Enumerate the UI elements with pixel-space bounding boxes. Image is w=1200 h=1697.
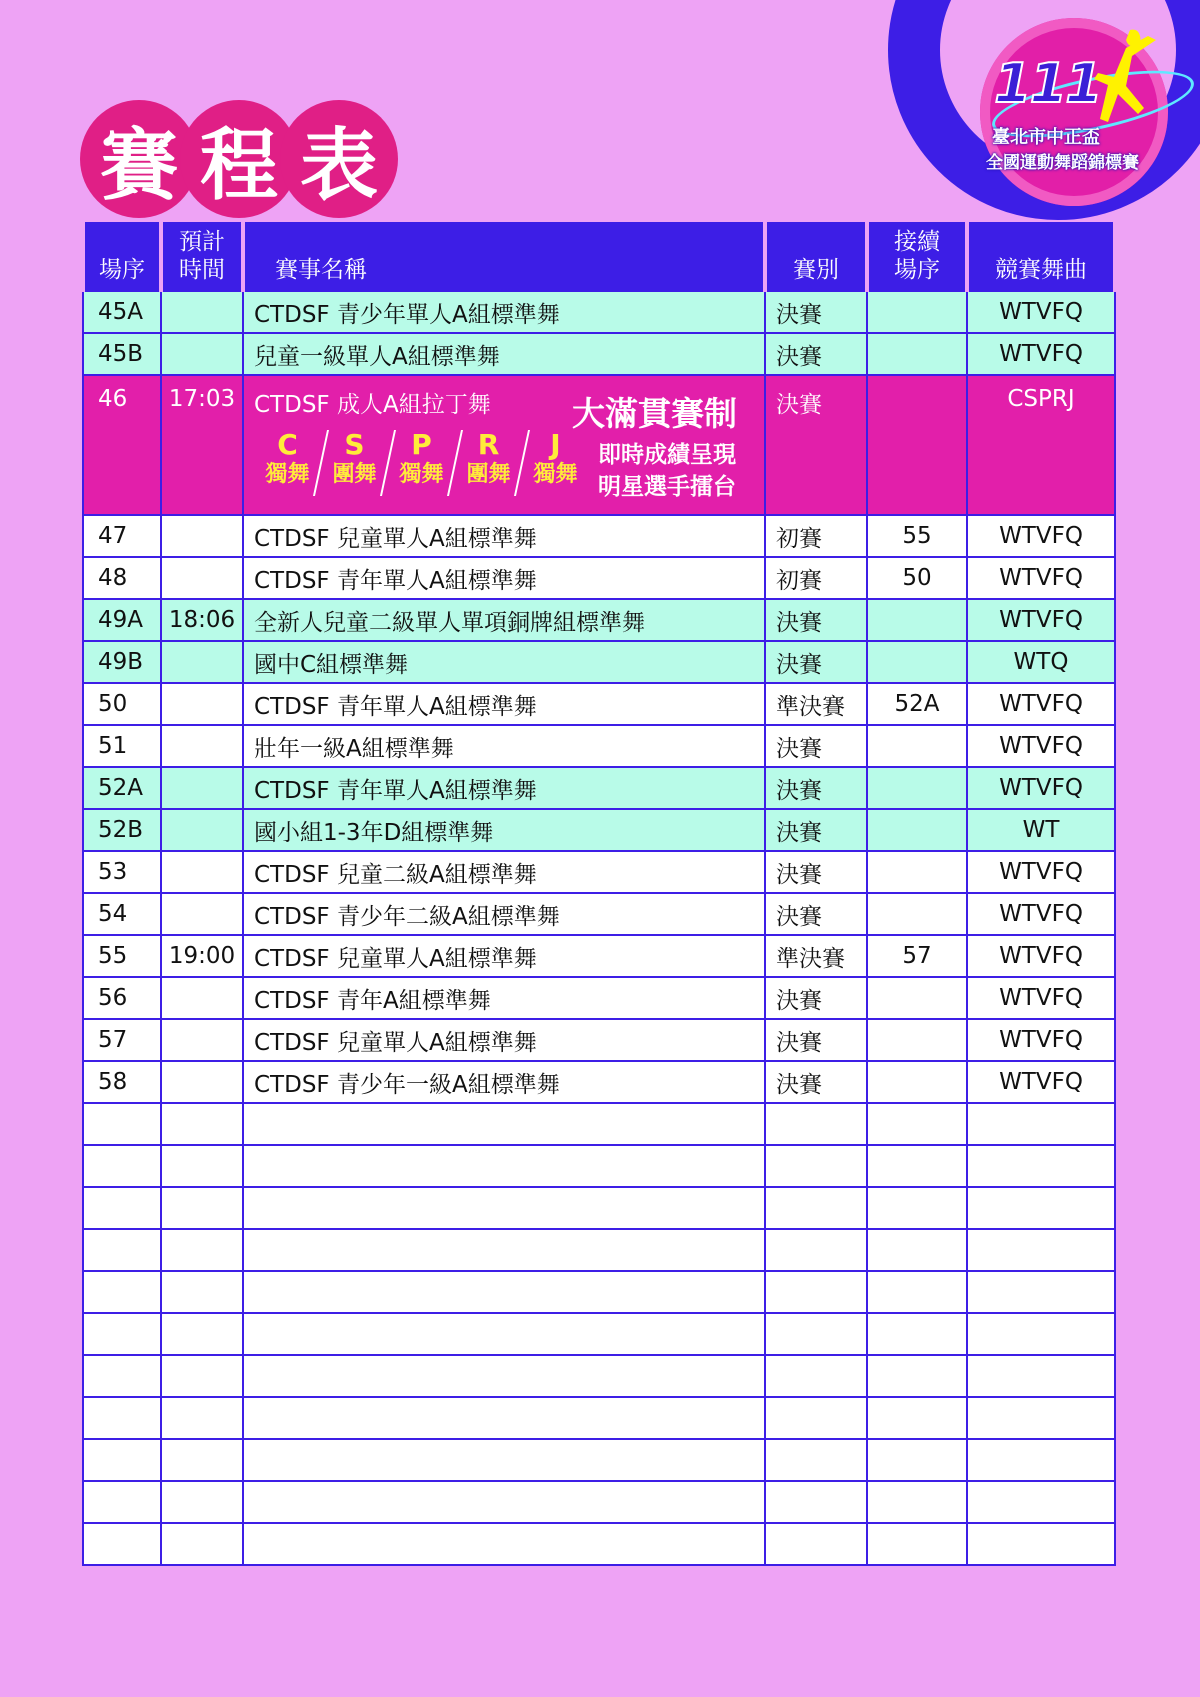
cell-no: 53 <box>83 851 161 893</box>
cell-time <box>161 1523 243 1565</box>
cell-name <box>243 1313 765 1355</box>
cell-next <box>867 599 967 641</box>
cell-type <box>765 1229 867 1271</box>
cell-no: 45B <box>83 333 161 375</box>
cell-type <box>765 1103 867 1145</box>
cell-no <box>83 1523 161 1565</box>
cell-name: CTDSF 兒童單人A組標準舞 <box>243 1019 765 1061</box>
cell-type: 決賽 <box>765 1019 867 1061</box>
cell-dance: WTVFQ <box>967 599 1115 641</box>
cell-type <box>765 1187 867 1229</box>
cell-next <box>867 809 967 851</box>
cell-name: CTDSF 青少年一級A組標準舞 <box>243 1061 765 1103</box>
table-row <box>83 1061 1115 1103</box>
cell-dance: WTVFQ <box>967 1061 1115 1103</box>
cell-type: 決賽 <box>765 599 867 641</box>
dance-label: 團舞 <box>332 462 377 487</box>
cell-dance: CSPRJ <box>967 375 1115 515</box>
cell-next <box>867 767 967 809</box>
cell-next <box>867 291 967 333</box>
cell-no: 58 <box>83 1061 161 1103</box>
cell-time <box>161 1313 243 1355</box>
cell-time <box>161 1061 243 1103</box>
cell-next <box>867 893 967 935</box>
cell-type: 決賽 <box>765 809 867 851</box>
cell-type: 準決賽 <box>765 683 867 725</box>
cell-next <box>867 1229 967 1271</box>
cell-next <box>867 977 967 1019</box>
cell-name <box>243 1187 765 1229</box>
cell-time <box>161 977 243 1019</box>
dance-letter: S <box>344 428 365 461</box>
cell-no: 49B <box>83 641 161 683</box>
cell-type <box>765 1145 867 1187</box>
table-row <box>83 557 1115 599</box>
cell-dance <box>967 1313 1115 1355</box>
cell-next <box>867 1523 967 1565</box>
table-row <box>83 1481 1115 1523</box>
dance-letter: C <box>277 428 298 461</box>
cell-no: 52A <box>83 767 161 809</box>
cell-type: 決賽 <box>765 291 867 333</box>
cell-name: CTDSF 兒童單人A組標準舞 <box>243 935 765 977</box>
header-type: 賽別 <box>765 222 867 291</box>
table-row <box>83 1523 1115 1565</box>
table-row <box>83 725 1115 767</box>
table-row <box>83 641 1115 683</box>
cell-next <box>867 1355 967 1397</box>
cell-no <box>83 1355 161 1397</box>
cell-next <box>867 1103 967 1145</box>
cell-no: 46 <box>83 375 161 515</box>
cell-time <box>161 1229 243 1271</box>
dance-item <box>522 430 589 496</box>
cell-no <box>83 1439 161 1481</box>
cell-name: 壯年一級A組標準舞 <box>243 725 765 767</box>
cell-next: 50 <box>867 557 967 599</box>
cell-next <box>867 851 967 893</box>
cell-dance <box>967 1355 1115 1397</box>
cell-time <box>161 1103 243 1145</box>
cell-name: CTDSF 青年單人A組標準舞 <box>243 767 765 809</box>
cell-dance <box>967 1439 1115 1481</box>
cell-no <box>83 1397 161 1439</box>
cell-type: 初賽 <box>765 515 867 557</box>
cell-time: 17:03 <box>161 375 243 515</box>
cell-name: 兒童一級單人A組標準舞 <box>243 333 765 375</box>
cell-next <box>867 1397 967 1439</box>
cell-time <box>161 1397 243 1439</box>
cell-name: CTDSF 青年A組標準舞 <box>243 977 765 1019</box>
cell-name <box>243 1271 765 1313</box>
cell-next <box>867 1061 967 1103</box>
header-dance: 競賽舞曲 <box>967 222 1115 291</box>
cell-type: 決賽 <box>765 851 867 893</box>
dance-label: 獨舞 <box>399 462 444 487</box>
cell-type: 決賽 <box>765 893 867 935</box>
table-row <box>83 1313 1115 1355</box>
cell-next <box>867 1019 967 1061</box>
title-char: 表 <box>280 100 398 218</box>
cell-dance: WTVFQ <box>967 851 1115 893</box>
cell-no: 50 <box>83 683 161 725</box>
cell-dance: WTVFQ <box>967 333 1115 375</box>
table-row <box>83 1187 1115 1229</box>
cell-next <box>867 1271 967 1313</box>
cell-name <box>243 1481 765 1523</box>
cell-dance <box>967 1145 1115 1187</box>
featured-event-name: CTDSF 成人A組拉丁舞 <box>254 392 491 418</box>
cell-no: 51 <box>83 725 161 767</box>
cell-type <box>765 1439 867 1481</box>
table-row <box>83 1103 1115 1145</box>
cell-type: 決賽 <box>765 725 867 767</box>
cell-time <box>161 1019 243 1061</box>
cell-time <box>161 641 243 683</box>
cell-no <box>83 1145 161 1187</box>
featured-note-1: 即時成績呈現 <box>598 442 736 468</box>
cell-next <box>867 333 967 375</box>
cell-dance: WT <box>967 809 1115 851</box>
cell-type: 決賽 <box>765 333 867 375</box>
cell-name: CTDSF 青年單人A組標準舞 <box>243 557 765 599</box>
cell-time <box>161 851 243 893</box>
header-no: 場序 <box>83 222 161 291</box>
cell-time <box>161 1145 243 1187</box>
header-name: 賽事名稱 <box>243 222 765 291</box>
cell-time <box>161 683 243 725</box>
cell-next <box>867 641 967 683</box>
table-row <box>83 1439 1115 1481</box>
table-row <box>83 1229 1115 1271</box>
cell-name <box>243 1103 765 1145</box>
cell-next: 55 <box>867 515 967 557</box>
logo-line-1: 臺北市中正盃 <box>992 127 1100 148</box>
cell-no: 47 <box>83 515 161 557</box>
cell-dance: WTVFQ <box>967 893 1115 935</box>
dance-label: 獨舞 <box>265 462 310 487</box>
cell-dance: WTVFQ <box>967 935 1115 977</box>
cell-no <box>83 1187 161 1229</box>
table-row <box>83 1019 1115 1061</box>
cell-no <box>83 1103 161 1145</box>
cell-name: 國小組1-3年D組標準舞 <box>243 809 765 851</box>
schedule-table <box>81 222 1117 1566</box>
table-header-row <box>83 222 1115 291</box>
cell-name: CTDSF 青年單人A組標準舞 <box>243 683 765 725</box>
cell-dance <box>967 1271 1115 1313</box>
cell-dance: WTVFQ <box>967 767 1115 809</box>
table-row <box>83 1397 1115 1439</box>
dance-list <box>254 430 589 496</box>
cell-dance <box>967 1187 1115 1229</box>
header-next: 接續 場序 <box>867 222 967 291</box>
cell-type <box>765 1355 867 1397</box>
table-row <box>83 977 1115 1019</box>
cell-no <box>83 1271 161 1313</box>
cell-no: 45A <box>83 291 161 333</box>
cell-type: 決賽 <box>765 767 867 809</box>
title-char: 賽 <box>80 100 198 218</box>
cell-time <box>161 333 243 375</box>
cell-time <box>161 893 243 935</box>
dance-item <box>254 430 321 496</box>
cell-type: 決賽 <box>765 1061 867 1103</box>
cell-time <box>161 515 243 557</box>
cell-no: 56 <box>83 977 161 1019</box>
cell-dance <box>967 1481 1115 1523</box>
cell-no <box>83 1229 161 1271</box>
cell-dance <box>967 1523 1115 1565</box>
featured-note-2: 明星選手擂台 <box>598 474 736 500</box>
dance-item <box>388 430 455 496</box>
cell-name: CTDSF 兒童二級A組標準舞 <box>243 851 765 893</box>
cell-no: 49A <box>83 599 161 641</box>
cell-next <box>867 1187 967 1229</box>
table-row <box>83 515 1115 557</box>
logo-line-2: 全國運動舞蹈錦標賽 <box>986 153 1139 173</box>
cell-next <box>867 1145 967 1187</box>
cell-next <box>867 1439 967 1481</box>
cell-type: 準決賽 <box>765 935 867 977</box>
cell-time <box>161 725 243 767</box>
cell-time <box>161 1481 243 1523</box>
header-time: 預計 時間 <box>161 222 243 291</box>
featured-row <box>83 375 1115 515</box>
dance-label: 獨舞 <box>533 462 578 487</box>
cell-dance: WTVFQ <box>967 291 1115 333</box>
table-row <box>83 1271 1115 1313</box>
dance-item <box>455 430 522 496</box>
cell-time: 18:06 <box>161 599 243 641</box>
cell-no: 57 <box>83 1019 161 1061</box>
table-row <box>83 599 1115 641</box>
cell-dance: WTVFQ <box>967 725 1115 767</box>
table-row <box>83 767 1115 809</box>
cell-next <box>867 1313 967 1355</box>
cell-next <box>867 1481 967 1523</box>
cell-next <box>867 725 967 767</box>
cell-dance <box>967 1103 1115 1145</box>
cell-dance <box>967 1397 1115 1439</box>
cell-dance: WTQ <box>967 641 1115 683</box>
cell-time <box>161 1439 243 1481</box>
dance-letter: R <box>477 428 500 461</box>
table-row <box>83 291 1115 333</box>
cell-time <box>161 1355 243 1397</box>
cell-name <box>243 1397 765 1439</box>
cell-time <box>161 557 243 599</box>
cell-time <box>161 1271 243 1313</box>
cell-type: 決賽 <box>765 375 867 515</box>
cell-type <box>765 1481 867 1523</box>
dance-letter: P <box>411 428 432 461</box>
grand-slam-badge: 大滿貫賽制 <box>572 394 737 433</box>
cell-type: 初賽 <box>765 557 867 599</box>
cell-dance: WTVFQ <box>967 557 1115 599</box>
cell-name <box>243 1355 765 1397</box>
cell-time <box>161 809 243 851</box>
cell-name <box>243 1145 765 1187</box>
cell-no: 55 <box>83 935 161 977</box>
cell-dance: WTVFQ <box>967 683 1115 725</box>
cell-name: CTDSF 青少年二級A組標準舞 <box>243 893 765 935</box>
dance-label: 團舞 <box>466 462 511 487</box>
cell-type <box>765 1313 867 1355</box>
cell-next: 57 <box>867 935 967 977</box>
cell-type: 決賽 <box>765 977 867 1019</box>
cell-time <box>161 767 243 809</box>
cell-next <box>867 375 967 515</box>
cell-no: 48 <box>83 557 161 599</box>
cell-name <box>243 1439 765 1481</box>
cell-time: 19:00 <box>161 935 243 977</box>
table-row <box>83 683 1115 725</box>
cell-dance: WTVFQ <box>967 1019 1115 1061</box>
cell-name <box>243 1523 765 1565</box>
cell-no <box>83 1313 161 1355</box>
table-row <box>83 851 1115 893</box>
table-row <box>83 1355 1115 1397</box>
table-row <box>83 1145 1115 1187</box>
cell-name <box>243 375 765 515</box>
logo-number: 111 <box>994 52 1101 115</box>
table-row <box>83 893 1115 935</box>
cell-name <box>243 1229 765 1271</box>
cell-dance <box>967 1229 1115 1271</box>
table-row <box>83 333 1115 375</box>
cell-no: 54 <box>83 893 161 935</box>
cell-name: 全新人兒童二級單人單項銅牌組標準舞 <box>243 599 765 641</box>
cell-type: 決賽 <box>765 641 867 683</box>
table-row <box>83 809 1115 851</box>
cell-no: 52B <box>83 809 161 851</box>
cell-time <box>161 291 243 333</box>
cell-type <box>765 1397 867 1439</box>
dance-letter: J <box>550 428 561 461</box>
cell-next: 52A <box>867 683 967 725</box>
table-row <box>83 935 1115 977</box>
cell-no <box>83 1481 161 1523</box>
title-char: 程 <box>180 100 298 218</box>
cell-name: 國中C組標準舞 <box>243 641 765 683</box>
cell-name: CTDSF 兒童單人A組標準舞 <box>243 515 765 557</box>
dance-item <box>321 430 388 496</box>
cell-type <box>765 1523 867 1565</box>
cell-dance: WTVFQ <box>967 515 1115 557</box>
cell-name: CTDSF 青少年單人A組標準舞 <box>243 291 765 333</box>
cell-dance: WTVFQ <box>967 977 1115 1019</box>
cell-type <box>765 1271 867 1313</box>
cell-time <box>161 1187 243 1229</box>
